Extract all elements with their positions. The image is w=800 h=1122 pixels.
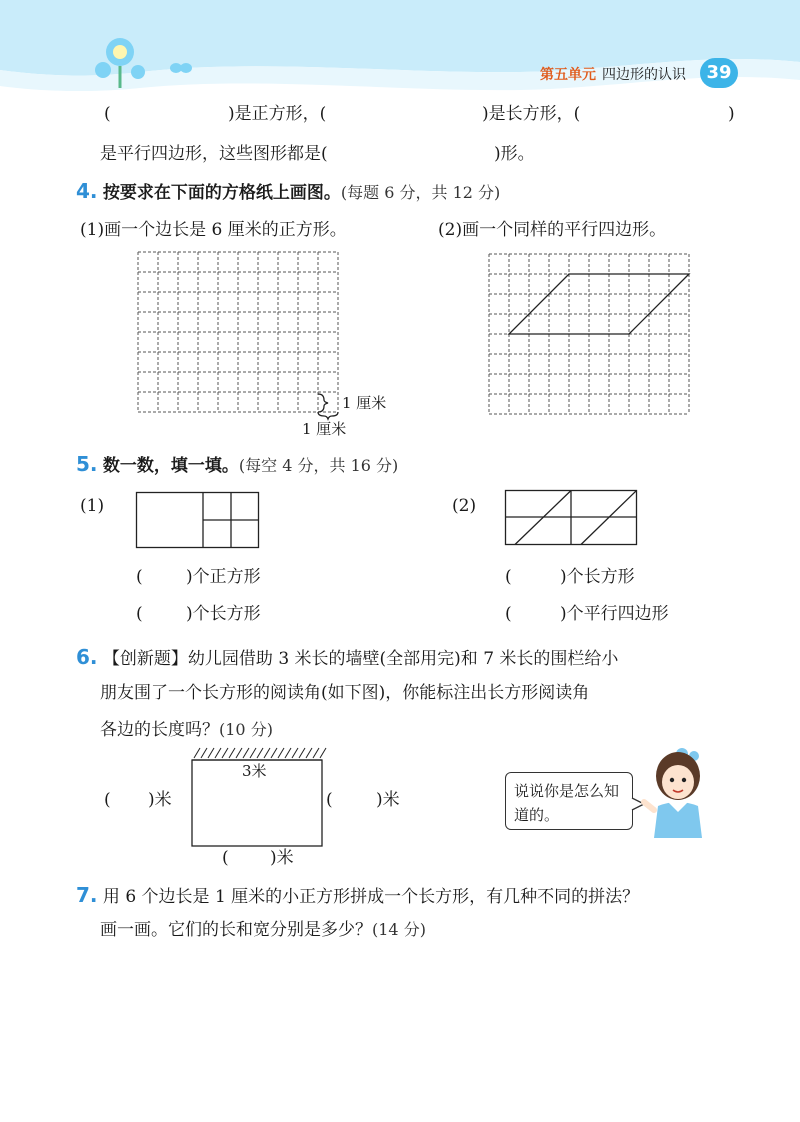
grid-paper-left — [138, 252, 338, 414]
q4-title: 按要求在下面的方格纸上画图。 — [102, 183, 341, 203]
intro-square-text: )是正方形，( — [228, 104, 327, 124]
q7-text-2: 画一画。它们的长和宽分别是多少？ — [100, 920, 372, 940]
wall-hatch-mark — [222, 748, 228, 758]
wall-hatch-mark — [229, 748, 235, 758]
speech-bubble: 说说你是怎么知道的。 — [505, 772, 633, 830]
wall-hatch-mark — [320, 748, 326, 758]
unit-topic: 四边形的认识 — [602, 67, 686, 83]
unit-label-vertical: 1 厘米 — [342, 394, 387, 412]
reading-corner-diagram — [190, 744, 324, 848]
q5-blank-4-open: ( — [505, 604, 512, 624]
q7-score: (14 分) — [372, 920, 426, 939]
wall-hatch-mark — [236, 748, 242, 758]
q7-line-1 — [76, 885, 639, 906]
wall-hatch-mark — [250, 748, 256, 758]
q5-title-line — [76, 454, 398, 475]
q6-line-3 — [100, 722, 273, 739]
q6-score: (10 分) — [219, 720, 273, 739]
q6-line-1 — [76, 647, 618, 668]
q6-number: 6. — [76, 645, 98, 669]
left-side-unit: )米 — [148, 790, 172, 810]
q5-title: 数一数，填一填。 — [102, 456, 239, 476]
wall-hatch-mark — [215, 748, 221, 758]
wall-hatch-mark — [243, 748, 249, 758]
unit-label-horizontal: 1 厘米 — [302, 420, 347, 438]
bottom-side-unit: )米 — [270, 848, 294, 868]
right-side-open: ( — [326, 790, 333, 810]
q7-number: 7. — [76, 883, 98, 907]
wall-hatching — [194, 748, 326, 758]
q5-blank-3-text: )个长方形 — [560, 567, 635, 587]
left-side-open: ( — [104, 790, 111, 810]
q5-score: (每空 4 分，共 16 分) — [238, 456, 399, 475]
unit-brace-horizontal — [316, 410, 340, 420]
q5-blank-2-open: ( — [136, 604, 143, 624]
wall-length-label: 3米 — [242, 762, 267, 780]
intro-parallelogram-text: 是平行四边形，这些图形都是( — [100, 144, 328, 164]
q7-line-2 — [100, 922, 426, 939]
unit-header — [540, 64, 686, 84]
q4-title-line — [76, 181, 500, 202]
q7-text-1: 用 6 个边长是 1 厘米的小正方形拼成一个长方形，有几种不同的拼法？ — [102, 887, 640, 907]
wall-hatch-mark — [285, 748, 291, 758]
unit-label: 第五单元 — [540, 67, 596, 83]
q5-blank-1-open: ( — [136, 567, 143, 587]
q6-text-3: 各边的长度吗？ — [100, 720, 219, 740]
wall-hatch-mark — [306, 748, 312, 758]
wall-hatch-mark — [201, 748, 207, 758]
q6-line-2: 朋友围了一个长方形的阅读角(如下图)，你能标注出长方形阅读角 — [100, 683, 590, 703]
intro-rect-text: )是长方形，( — [482, 104, 581, 124]
q5-figure-1 — [136, 492, 260, 550]
page-number-badge: 39 — [700, 58, 738, 88]
q6-tag: 【创新题】 — [102, 649, 188, 669]
intro-shape-text: )形。 — [494, 144, 535, 164]
q5-blank-3-open: ( — [505, 567, 512, 587]
wall-hatch-mark — [271, 748, 277, 758]
bottom-side-open: ( — [222, 848, 229, 868]
girl-illustration — [638, 740, 710, 840]
wall-hatch-mark — [299, 748, 305, 758]
intro-paren-1-open: ( — [104, 104, 111, 124]
wall-hatch-mark — [257, 748, 263, 758]
q4-part2: (2)画一个同样的平行四边形。 — [438, 220, 667, 240]
wall-hatch-mark — [208, 748, 214, 758]
wall-hatch-mark — [292, 748, 298, 758]
q5-blank-1-text: )个正方形 — [186, 567, 261, 587]
header-wave-band — [0, 0, 800, 100]
q4-score: (每题 6 分，共 12 分) — [340, 183, 501, 202]
q5-number: 5. — [76, 452, 98, 476]
wall-hatch-mark — [264, 748, 270, 758]
parallelogram-shape — [509, 274, 689, 334]
q5-part2-label: (2) — [452, 496, 477, 516]
wall-hatch-mark — [278, 748, 284, 758]
q4-number: 4. — [76, 179, 98, 203]
right-side-unit: )米 — [376, 790, 400, 810]
intro-paren-3-close: ) — [728, 104, 735, 124]
q5-blank-4-text: )个平行四边形 — [560, 604, 669, 624]
q5-blank-2-text: )个长方形 — [186, 604, 261, 624]
wall-hatch-mark — [194, 748, 200, 758]
q6-text-1: 幼儿园借助 3 米长的墙壁(全部用完)和 7 米长的围栏给小 — [187, 649, 619, 669]
q5-figure-2 — [505, 490, 639, 546]
q4-part1: (1)画一个边长是 6 厘米的正方形。 — [80, 220, 347, 240]
grid-paper-right — [489, 254, 689, 416]
q5-part1-label: (1) — [80, 496, 105, 516]
wall-hatch-mark — [313, 748, 319, 758]
